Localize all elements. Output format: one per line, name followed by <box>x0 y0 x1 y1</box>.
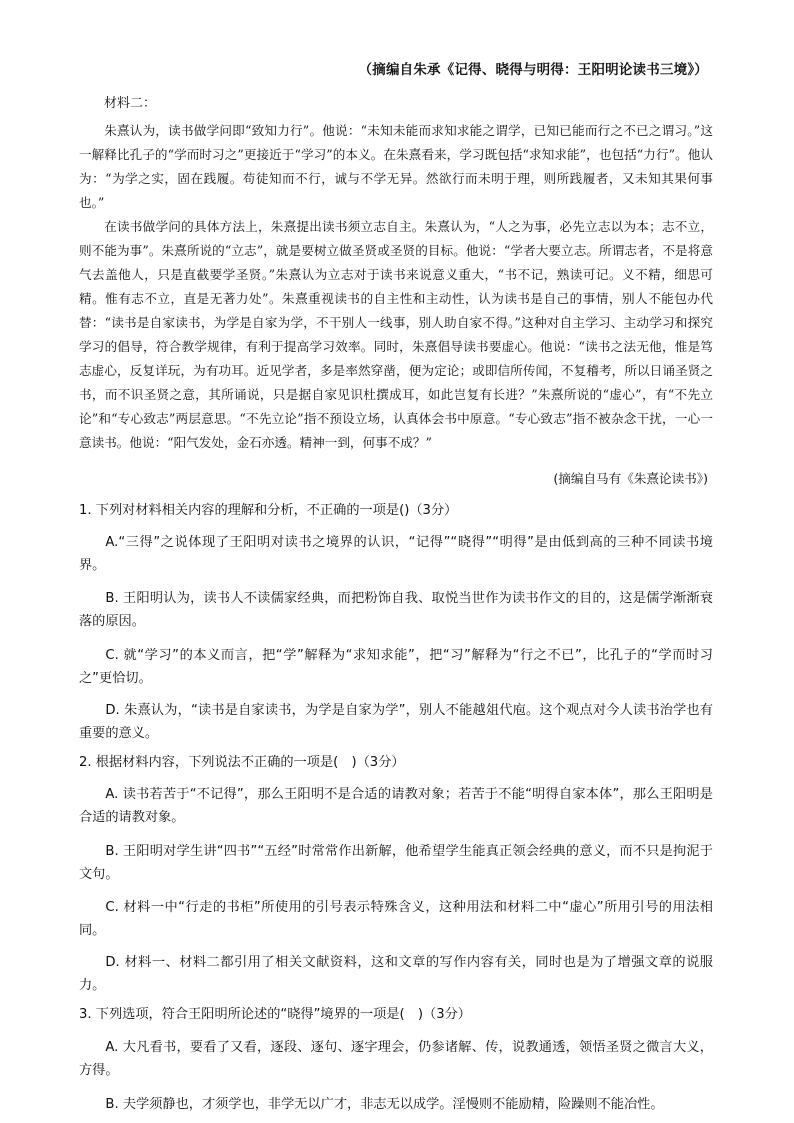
question-3-stem: 3. 下列选项，符合王阳明所论述的“晓得”境界的一项是( )（3分） <box>79 1007 471 1022</box>
question-3-option-b: B. 夫学须静也，才须学也，非学无以广才，非志无以成学。淫慢则不能励精，险躁则不能冶性。 <box>105 1097 664 1112</box>
material1-source: （摘编自朱承《记得、晓得与明得：王阳明论读书三境》） <box>358 62 708 78</box>
question-1-option-c: C. 就“学习”的本义而言，把“学”解释为“求知求能”，把“习”解释为“行之不已”，比孔子的“学而时习之”更恰切。 <box>79 648 713 686</box>
question-1-option-a: A.“三得”之说体现了王阳明对读书之境界的认识，“记得”“晓得”“明得”是由低到高的三种不同读书境界。 <box>79 535 713 573</box>
question-3-option-a: A. 大凡看书，要看了又看，逐段、逐句、逐字理会，仍参诸解、传，说教通透，领悟圣贤之微言大义，方得。 <box>79 1040 713 1078</box>
question-2-stem: 2. 根据材料内容，下列说法不正确的一项是( )（3分） <box>79 755 405 770</box>
question-1-stem: 1. 下列对材料相关内容的理解和分析，不正确的一项是()（3分） <box>79 503 458 518</box>
material2-paragraph-2: 在读书做学问的具体方法上，朱熹提出读书须立志自主。朱熹认为，“人之为事，必先立志以为本；志不立，则不能为事”。朱熹所说的“立志”，就是要树立做圣贤或圣贤的目标。他说：“学者大要立志。所谓志者，不是将意气去盖他人，只是直截要学圣贤。”朱熹认为立志对于读书来说意义重大，“书不记，熟读可记。义不精，细思可精。惟有志不立，直是无著力处”。朱熹重视读书的自主性和主动性，认为读书是自己的事情，别人不能包办代替：“读书是自家读书，为学是自家为学，不干别人一线事，别人助自家不得。”这种对自主学习、主动学习和探究学习的倡导，符合教学规律，有利于提高学习效率。同时，朱熹倡导读书要虚心。他说：“读书之法无他，惟是笃志虚心，反复详玩，为有功耳。近见学者，多是率然穿凿，便为定论；或即信所传闻，不复稽考，所以日诵圣贤之书，而不识圣贤之意，其所诵说，只是据自家见识杜撰成耳，如此岂复有长进？”朱熹所说的“虚心”，有“不先立论”和“专心致志”两层意思。“不先立论”指不预设立场，认真体会书中原意。“专心致志”指不被杂念干扰，一心一意读书。他说：“阳气发处，金石亦透。精神一到，何事不成？” <box>79 219 713 450</box>
question-1-option-b: B. 王阳明认为，读书人不读儒家经典，而把粉饰自我、取悦当世作为读书作文的目的，这是儒学渐渐衰落的原因。 <box>79 591 713 629</box>
material2-paragraph-1: 朱熹认为，读书做学问即“致知力行”。他说：“未知未能而求知求能之谓学，已知已能而行之不已之谓习。”这一解释比孔子的“学而时习之”更接近于“学习”的本义。在朱熹看来，学习既包括“求知求能”，也包括“力行”。他认为：“为学之实，固在践履。苟徒知而不行，诚与不学无异。然欲行而未明于理，则所践履者，又未知其果何事也。” <box>79 123 713 210</box>
question-2-option-d: D. 材料一、材料二都引用了相关文献资料，这和文章的写作内容有关，同时也是为了增强文章的说服力。 <box>79 955 713 993</box>
question-2-option-b: B. 王阳明对学生讲“四书”“五经”时常常作出新解，他希望学生能真正领会经典的意义，而不只是拘泥于文句。 <box>79 844 713 882</box>
question-2-option-a: A. 读书若苦于“不记得”，那么王阳明不是合适的请教对象；若苦于不能“明得自家本体”，那么王阳明是合适的请教对象。 <box>79 787 713 825</box>
material2-source: (摘编自马有《朱熹论读书》) <box>553 471 708 486</box>
question-2-option-c: C. 材料一中“行走的书柜”所使用的引号表示特殊含义，这种用法和材料二中“虚心”所用引号的用法相同。 <box>79 900 713 938</box>
material2-label: 材料二： <box>104 96 157 111</box>
question-1-option-d: D. 朱熹认为，“读书是自家读书，为学是自家为学”，别人不能越俎代庖。这个观点对今人读书治学也有重要的意义。 <box>79 703 713 741</box>
